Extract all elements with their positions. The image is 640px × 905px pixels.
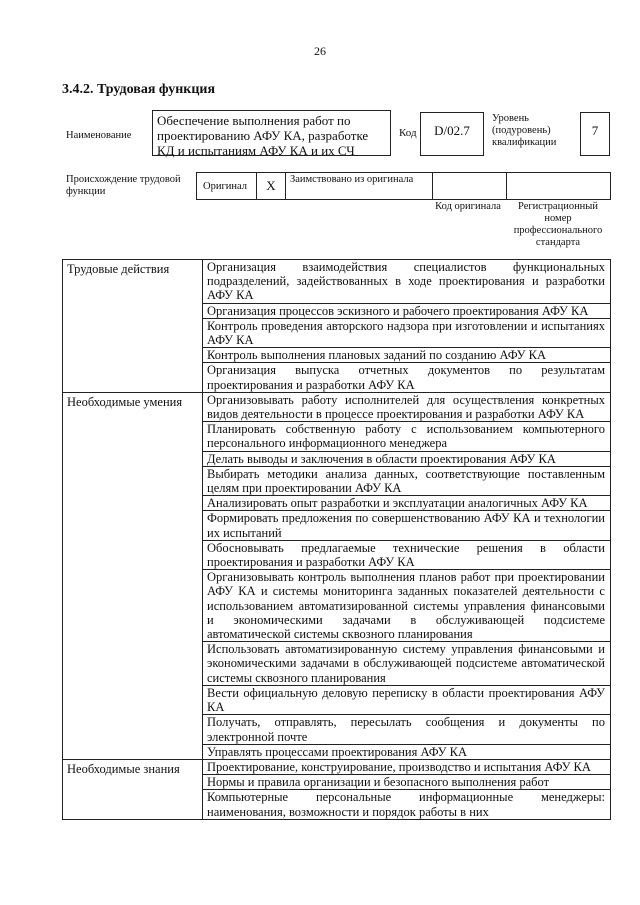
- list-item: Контроль проведения авторского надзора при изготовлении и испытаниях АФУ КА: [203, 318, 611, 347]
- level-label: Уровень (подуровень) квалификации: [492, 113, 557, 148]
- code-label: Код: [399, 127, 417, 139]
- list-item: Получать, отправлять, пересылать сообщения и документы по электронной почте: [203, 715, 611, 744]
- list-item: Вести официальную деловую переписку в области проектирования АФУ КА: [203, 685, 611, 714]
- borrowed-label: Заимствовано из оригинала: [290, 174, 414, 185]
- cell-divider: [506, 173, 507, 199]
- origin-box: [196, 172, 433, 200]
- table-row: [63, 759, 611, 774]
- category-cell: Необходимые умения: [63, 392, 203, 759]
- list-item: Организовывать контроль выполнения планов работ при проектировании АФУ КА и системы мониторинга заданных показателей деятельности с использованием автоматизированной системы управления финансовыми и экономическими задачами в обслуживающей подсистеме автоматической системы сквозного планирования: [203, 570, 611, 642]
- code-original-label: Код оригинала: [435, 201, 501, 212]
- origin-code-cells: [433, 172, 611, 200]
- category-cell: Трудовые действия: [63, 260, 203, 393]
- list-item: Управлять процессами проектирования АФУ КА: [203, 744, 611, 759]
- list-item: Организация взаимодействия специалистов функциональных подразделений, задействованных в ходе проектирования и разработки АФУ КА: [203, 260, 611, 304]
- list-item: Контроль выполнения плановых заданий по созданию АФУ КА: [203, 348, 611, 363]
- name-label: Наименование: [66, 130, 132, 141]
- page-number: 26: [314, 44, 326, 58]
- table-row: [63, 260, 611, 304]
- list-item: Проектирование, конструирование, производство и испытания АФУ КА: [203, 759, 611, 774]
- category-cell: Необходимые знания: [63, 759, 203, 819]
- table-row: [63, 392, 611, 421]
- qualification-level: 7: [580, 112, 610, 156]
- original-mark: X: [257, 173, 286, 199]
- list-item: Делать выводы и заключения в области проектирования АФУ КА: [203, 451, 611, 466]
- list-item: Планировать собственную работу с использованием компьютерного персонального информационного менеджера: [203, 422, 611, 451]
- list-item: Компьютерные персональные информационные менеджеры: наименования, возможности и порядок работы в них: [203, 790, 611, 819]
- list-item: Нормы и правила организации и безопасного выполнения работ: [203, 775, 611, 790]
- list-item: Использовать автоматизированную систему управления финансовыми и экономическими задачами в обслуживающей подсистеме автоматической системы сквозного планирования: [203, 642, 611, 686]
- origin-label: Происхождение трудовой функции: [66, 174, 181, 197]
- list-item: Анализировать опыт разработки и эксплуатации аналогичных АФУ КА: [203, 496, 611, 511]
- reg-number-label: Регистрационный номер профессионального стандарта: [513, 201, 603, 248]
- function-table: [62, 259, 611, 820]
- list-item: Организация процессов эскизного и рабочего проектирования АФУ КА: [203, 303, 611, 318]
- list-item: Выбирать методики анализа данных, соответствующие поставленным целям при проектировании АФУ КА: [203, 466, 611, 495]
- function-code: D/02.7: [420, 112, 484, 156]
- list-item: Обосновывать предлагаемые технические решения в области проектирования и разработки АФУ КА: [203, 540, 611, 569]
- section-title: 3.4.2. Трудовая функция: [62, 82, 216, 97]
- list-item: Организовывать работу исполнителей для осуществления конкретных видов деятельности в процессе проектирования и разработки АФУ КА: [203, 392, 611, 421]
- list-item: Организация выпуска отчетных документов по результатам проектирования и разработки АФУ КА: [203, 363, 611, 392]
- function-name: Обеспечение выполнения работ по проектированию АФУ КА, разработке КД и испытаниям АФУ КА и их СЧ: [152, 110, 391, 156]
- original-label: Оригинал: [197, 173, 257, 199]
- list-item: Формировать предложения по совершенствованию АФУ КА и технологии их испытаний: [203, 511, 611, 540]
